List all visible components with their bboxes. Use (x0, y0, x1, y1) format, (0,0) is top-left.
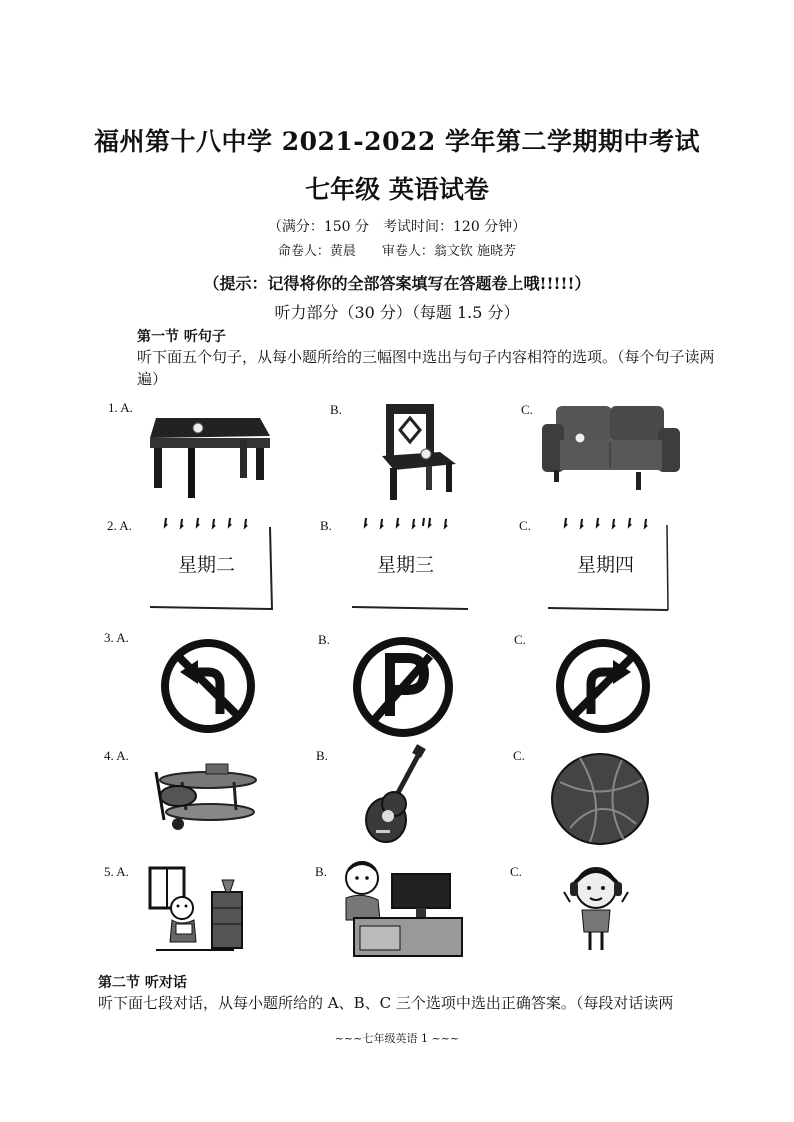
q2-option-c: C. (519, 518, 531, 533)
day-wednesday: 星期三 (377, 554, 435, 576)
q5-label: 5. A. (104, 864, 129, 879)
no-parking-icon (350, 634, 456, 740)
answer-tip: （提示：记得将你的全部答案填写在答题卷上哦!!!!!） (203, 274, 591, 293)
girl-headphones-image (560, 862, 632, 954)
day-thursday: 星期四 (577, 554, 635, 576)
q2-label: 2. A. (107, 518, 132, 533)
section1-title: 第一节 听句子 (137, 329, 226, 345)
q2-option-b: B. (320, 518, 332, 533)
q1-label: 1. A. (108, 400, 133, 415)
day-tuesday: 星期二 (178, 554, 236, 576)
authors-info: 命卷人：黄晨 审卷人：翁文钦 施晓芳 (277, 244, 517, 259)
q1-option-c: C. (521, 402, 533, 417)
exam-title: 福州第十八中学 2021-2022 学年第二学期期中考试 (94, 127, 700, 156)
boy-computer-image (340, 856, 470, 960)
listening-header: 听力部分（30 分）（每题 1.5 分） (274, 303, 520, 322)
basketball-image (550, 752, 650, 846)
q3-option-c: C. (514, 632, 526, 647)
q5-option-b: B. (315, 864, 327, 879)
q4-option-c: C. (513, 748, 525, 763)
q1-option-b: B. (330, 402, 342, 417)
page-footer: ~~~七年级英语 1 ~~~ (334, 1032, 460, 1045)
section1-instruction: 听下面五个句子，从每小题所给的三幅图中选出与句子内容相符的选项。（每个句子读两遍） (137, 348, 715, 388)
score-time-info: （满分：150 分 考试时间：120 分钟） (267, 219, 527, 235)
biplane-image (148, 758, 258, 838)
guitar-image (362, 746, 432, 846)
boy-reading-room-image (146, 862, 246, 957)
q4-label: 4. A. (104, 748, 129, 763)
q5-option-c: C. (510, 864, 522, 879)
q3-label: 3. A. (104, 630, 129, 645)
section2-instruction: 听下面七段对话，从每小题所给的 A、B、C 三个选项中选出正确答案。（每段对话读两 (98, 994, 674, 1012)
exam-subtitle: 七年级 英语试卷 (305, 175, 489, 204)
section2-title: 第二节 听对话 (98, 975, 187, 991)
no-left-turn-icon (158, 636, 258, 736)
q3-option-b: B. (318, 632, 330, 647)
no-right-turn-icon (553, 636, 653, 736)
q4-option-b: B. (316, 748, 328, 763)
